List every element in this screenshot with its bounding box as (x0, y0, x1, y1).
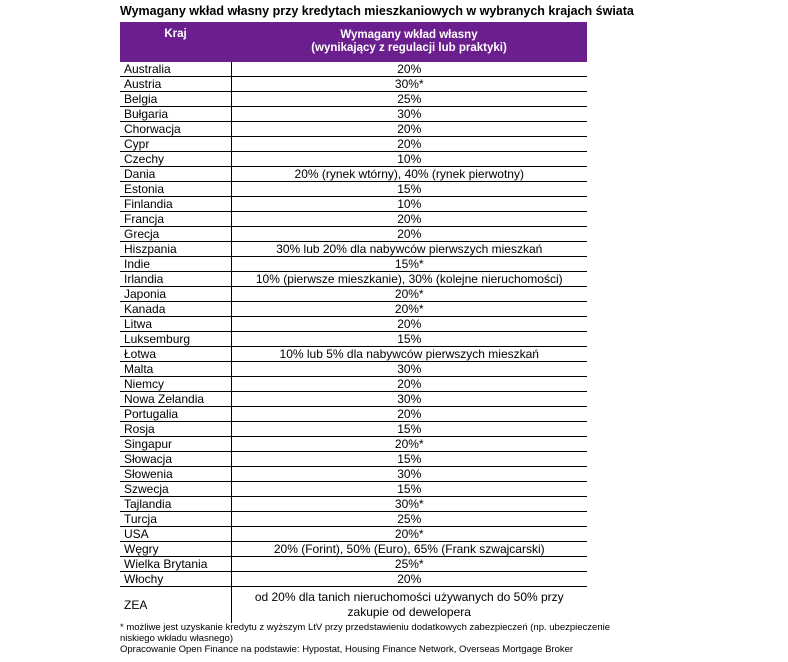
table-row (120, 512, 587, 527)
table-row (120, 272, 587, 287)
country-cell: ZEA (124, 597, 148, 612)
table-row (120, 467, 587, 482)
table-row (120, 542, 587, 557)
country-cell: Niemcy (120, 377, 231, 392)
down-payment-cell: od 20% dla tanich nieruchomości używanych do 50% przy zakupie od dewelopera (231, 587, 587, 624)
table-row (120, 527, 587, 542)
table-row (120, 452, 587, 467)
country-cell: Belgia (120, 92, 231, 107)
table-row (120, 587, 587, 624)
table-row (120, 167, 587, 182)
country-cell: Dania (120, 167, 231, 182)
country-cell: Luksemburg (120, 332, 231, 347)
country-cell: Łotwa (120, 347, 231, 362)
country-cell: Cypr (120, 137, 231, 152)
down-payment-cell: 20%* (231, 287, 587, 302)
table-row (120, 392, 587, 407)
table-row (120, 302, 587, 317)
down-payment-cell: 20% (231, 122, 587, 137)
table-row (120, 197, 587, 212)
down-payment-cell: 15% (231, 452, 587, 467)
table-row (120, 212, 587, 227)
table-row (120, 482, 587, 497)
down-payment-cell: 20% (231, 137, 587, 152)
table-row (120, 377, 587, 392)
country-cell: Słowenia (120, 467, 231, 482)
down-payment-cell: 20% (231, 317, 587, 332)
table-row (120, 227, 587, 242)
down-payment-cell: 20% (rynek wtórny), 40% (rynek pierwotny) (231, 167, 587, 182)
country-cell: Malta (120, 362, 231, 377)
source-note: Opracowanie Open Finance na podstawie: Hypostat, Housing Finance Network, Overseas Mortgage Broker (120, 644, 574, 655)
down-payment-cell: 30%* (231, 497, 587, 512)
down-payment-cell: 30% (231, 392, 587, 407)
country-cell: Portugalia (120, 407, 231, 422)
table-row (120, 572, 587, 587)
table-row (120, 107, 587, 122)
down-payment-cell: 20% (Forint), 50% (Euro), 65% (Frank szwajcarski) (231, 542, 587, 557)
down-payment-cell: 30% lub 20% dla nabywców pierwszych mieszkań (231, 242, 587, 257)
country-cell: Austria (120, 77, 231, 92)
country-cell: Rosja (120, 422, 231, 437)
column-header-line2: (wynikający z regulacji lub praktyki) (311, 42, 507, 54)
down-payment-cell: 20%* (231, 302, 587, 317)
table-row (120, 62, 587, 77)
down-payment-cell: 10% lub 5% dla nabywców pierwszych mieszkań (231, 347, 587, 362)
table-row (120, 77, 587, 92)
column-header-line1: Wymagany wkład własny (340, 29, 478, 41)
down-payment-cell: 30%* (231, 77, 587, 92)
down-payment-cell: 30% (231, 362, 587, 377)
table-row (120, 122, 587, 137)
table-row (120, 362, 587, 377)
down-payment-cell: 25% (231, 512, 587, 527)
down-payment-cell: 20%* (231, 527, 587, 542)
country-cell: Irlandia (120, 272, 231, 287)
table-row (120, 152, 587, 167)
table-row (120, 557, 587, 572)
page-title: Wymagany wkład własny przy kredytach mieszkaniowych w wybranych krajach świata (120, 4, 634, 18)
down-payment-cell: 15% (231, 332, 587, 347)
country-cell: Estonia (120, 182, 231, 197)
table-row (120, 317, 587, 332)
down-payment-cell: 20% (231, 212, 587, 227)
table-header-row (120, 22, 587, 62)
country-cell: Szwecja (120, 482, 231, 497)
down-payment-cell: 15% (231, 422, 587, 437)
table-row (120, 92, 587, 107)
down-payment-cell: 20%* (231, 437, 587, 452)
down-payment-cell: 30% (231, 467, 587, 482)
down-payment-cell: 15% (231, 182, 587, 197)
down-payment-cell: 25% (231, 92, 587, 107)
country-cell: Kanada (120, 302, 231, 317)
country-cell: Bułgaria (120, 107, 231, 122)
table-row (120, 422, 587, 437)
table-row (120, 137, 587, 152)
country-cell: Indie (120, 257, 231, 272)
country-cell: Słowacja (120, 452, 231, 467)
table-row (120, 347, 587, 362)
table-row (120, 257, 587, 272)
table-row (120, 407, 587, 422)
country-cell: Wielka Brytania (120, 557, 231, 572)
table-row (120, 332, 587, 347)
table-row (120, 287, 587, 302)
column-header-country: Kraj (120, 22, 231, 62)
down-payment-cell: 20% (231, 572, 587, 587)
down-payment-cell: 10% (231, 152, 587, 167)
country-cell: Francja (120, 212, 231, 227)
down-payment-cell: 25%* (231, 557, 587, 572)
footnote: * możliwe jest uzyskanie kredytu z wyższym LtV przy przedstawieniu dodatkowych zabezpieczeń (np. ubezpieczenie niskiego wkładu własnego) (120, 622, 611, 644)
down-payment-cell: 30% (231, 107, 587, 122)
country-cell: Hiszpania (120, 242, 231, 257)
country-cell: Nowa Zelandia (120, 392, 231, 407)
country-cell: Litwa (120, 317, 231, 332)
table-row (120, 497, 587, 512)
country-cell: Japonia (120, 287, 231, 302)
down-payment-cell: 10% (pierwsze mieszkanie), 30% (kolejne nieruchomości) (231, 272, 587, 287)
country-cell: Czechy (120, 152, 231, 167)
down-payment-cell: 15%* (231, 257, 587, 272)
table-row (120, 182, 587, 197)
country-cell: Grecja (120, 227, 231, 242)
country-cell: USA (120, 527, 231, 542)
table-row (120, 437, 587, 452)
down-payment-cell: 20% (231, 227, 587, 242)
column-header-down-payment (231, 22, 587, 62)
table-body (120, 62, 587, 623)
country-cell: Tajlandia (120, 497, 231, 512)
down-payment-cell: 10% (231, 197, 587, 212)
country-cell: Australia (120, 62, 231, 77)
country-cell: Turcja (120, 512, 231, 527)
country-cell: Włochy (120, 572, 231, 587)
country-cell: Chorwacja (120, 122, 231, 137)
country-cell: Finlandia (120, 197, 231, 212)
down-payment-cell: 15% (231, 482, 587, 497)
country-cell: Singapur (120, 437, 231, 452)
down-payment-cell: 20% (231, 407, 587, 422)
notes (120, 622, 620, 655)
down-payment-table (120, 22, 587, 623)
down-payment-cell: 20% (231, 62, 587, 77)
down-payment-cell: 20% (231, 377, 587, 392)
table-row (120, 242, 587, 257)
country-cell: Węgry (120, 542, 231, 557)
